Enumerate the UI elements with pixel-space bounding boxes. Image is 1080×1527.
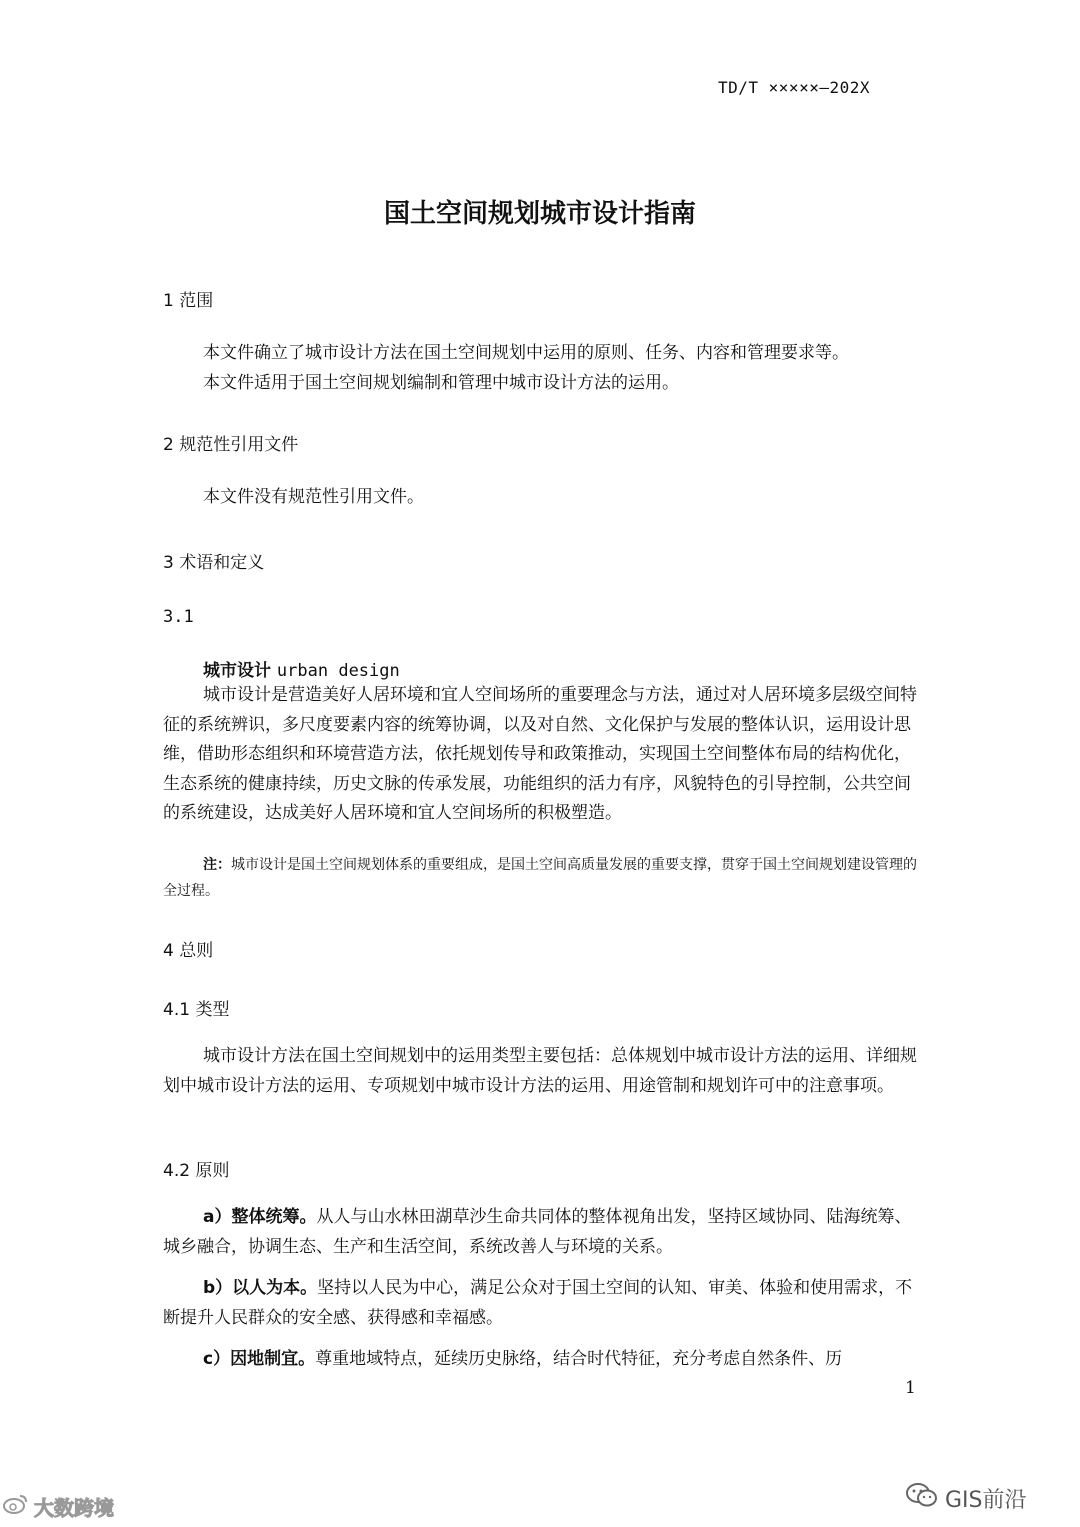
watermark-right bbox=[905, 1482, 1027, 1514]
term-label bbox=[203, 656, 400, 681]
section-heading-2: 2 规范性引用文件 bbox=[163, 435, 299, 455]
note-text: 城市设计是国土空间规划体系的重要组成，是国土空间高质量发展的重要支撑，贯穿于国土空间规划建设管理的全过程。 bbox=[163, 857, 917, 899]
weibo-icon bbox=[2, 1493, 28, 1520]
paragraph: 本文件适用于国土空间规划编制和管理中城市设计方法的运用。 bbox=[203, 372, 679, 393]
principle-text: 从人与山水林田湖草沙生命共同体的整体视角出发，坚持区域协同、陆海统筹、城乡融合，协调生态、生产和生活空间，系统改善人与环境的关系。 bbox=[163, 1207, 912, 1257]
principle-lead: b）以人为本。 bbox=[203, 1278, 318, 1298]
principle-item bbox=[163, 1344, 918, 1374]
subsection-heading-4-1: 4.1 类型 bbox=[163, 1000, 230, 1020]
section-1-body bbox=[163, 339, 918, 398]
section-heading-3: 3 术语和定义 bbox=[163, 553, 265, 573]
principle-text: 坚持以人民为中心，满足公众对于国土空间的认知、审美、体验和使用需求，不断提升人民群众的安全感、获得感和幸福感。 bbox=[163, 1278, 913, 1328]
document-code: TD/T ×××××—202X bbox=[718, 78, 870, 97]
term-english: urban design bbox=[276, 661, 400, 681]
page-number: 1 bbox=[905, 1378, 916, 1398]
watermark-left bbox=[2, 1492, 114, 1521]
principle-text: 尊重地域特点，延续历史脉络，结合时代特征，充分考虑自然条件、历 bbox=[315, 1349, 843, 1369]
section-heading-4: 4 总则 bbox=[163, 941, 214, 961]
watermark-right-text: GIS前沿 bbox=[945, 1487, 1027, 1513]
term-chinese: 城市设计 bbox=[203, 661, 271, 681]
paragraph: 城市设计方法在国土空间规划中的运用类型主要包括：总体规划中城市设计方法的运用、详细规划中城市设计方法的运用、专项规划中城市设计方法的运用、用途管制和规划许可中的注意事项。 bbox=[163, 1046, 917, 1096]
subsection-heading-4-2: 4.2 原则 bbox=[163, 1161, 230, 1181]
principle-item bbox=[163, 1202, 918, 1262]
watermark-left-text: 大数跨境 bbox=[34, 1496, 114, 1520]
term-definition: 城市设计是营造美好人居环境和宜人空间场所的重要理念与方法，通过对人居环境多层级空间特征的系统辨识，多尺度要素内容的统筹协调，以及对自然、文化保护与发展的整体认识，运用设计思维，借助形态组织和环境营造方法，依托规划传导和政策推动，实现国土空间整体布局的结构优化，生态系统的健康持续，历史文脉的传承发展，功能组织的活力有序，风貌特色的引导控制，公共空间的系统建设，达成美好人居环境和宜人空间场所的积极塑造。 bbox=[163, 685, 917, 823]
subsection-number: 3.1 bbox=[163, 607, 194, 627]
wechat-icon bbox=[905, 1482, 939, 1514]
principle-lead: c）因地制宜。 bbox=[203, 1349, 316, 1369]
definition-note bbox=[163, 852, 918, 904]
paragraph: 本文件确立了城市设计方法在国土空间规划中运用的原则、任务、内容和管理要求等。 bbox=[203, 343, 849, 363]
document-title: 国土空间规划城市设计指南 bbox=[383, 199, 696, 229]
section-heading-1: 1 范围 bbox=[163, 291, 214, 311]
paragraph: 本文件没有规范性引用文件。 bbox=[203, 487, 424, 507]
note-label: 注： bbox=[203, 857, 231, 873]
principle-item bbox=[163, 1273, 918, 1333]
principle-lead: a）整体统筹。 bbox=[203, 1207, 317, 1227]
